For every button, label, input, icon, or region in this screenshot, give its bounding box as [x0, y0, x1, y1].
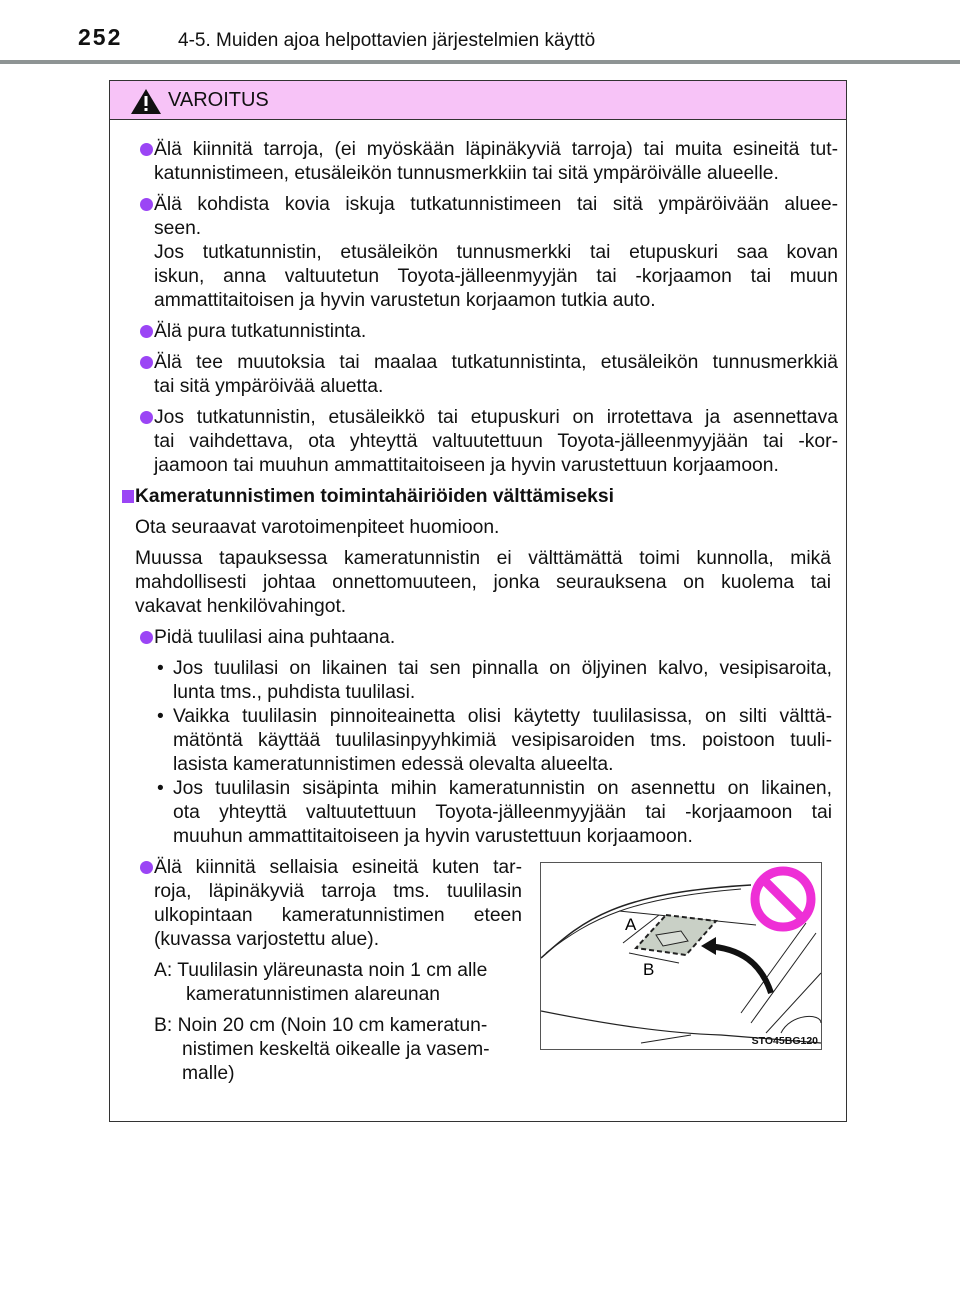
- windshield-drawing: [541, 863, 823, 1051]
- text-line: Pidä tuulilasi aina puhtaana.: [154, 627, 396, 648]
- para-block: [135, 516, 831, 540]
- text-line: vakavat henkilövahingot.: [135, 596, 347, 617]
- bullet-block: [154, 406, 838, 478]
- text-line: Jos tutkatunnistin, etusäleikön tunnusmerkki tai etupuskuri saa kovan: [154, 242, 838, 263]
- text-line: roja, läpinäkyviä tarroja tms. tuulilasin: [154, 881, 522, 902]
- text-line: seen.: [154, 218, 202, 239]
- heading-block: [135, 485, 835, 509]
- header-rule: [0, 60, 960, 64]
- bullet-block: [154, 351, 838, 399]
- text-line: lasista kameratunnistimen edessä olevalta alueelta.: [173, 754, 614, 775]
- bullet-dot-icon: [140, 143, 153, 156]
- text-line: Jos tuulilasin sisäpinta mihin kameratunnistin on asennettu on likainen,: [173, 778, 832, 799]
- text-line: Kameratunnistimen toimintahäiriöiden välttämiseksi: [135, 486, 614, 507]
- bullet-block: [154, 626, 838, 650]
- heading-square-icon: [122, 490, 134, 503]
- text-line: malle): [182, 1063, 235, 1084]
- sub-bullet-icon: •: [157, 706, 164, 727]
- page-number: 252: [78, 24, 123, 50]
- text-line: Vaikka tuulilasin pinnoiteainetta olisi käytetty tuulilasissa, on silti välttä-: [173, 706, 832, 727]
- text-line: Älä pura tutkatunnistinta.: [154, 321, 367, 342]
- sub-block: [157, 777, 832, 849]
- windshield-illustration: [540, 862, 822, 1050]
- text-line: iskun, anna valtuutetun Toyota-jälleenmyyjän tai -korjaamon tai muun: [154, 266, 838, 287]
- text-line: (kuvassa varjostettu alue).: [154, 929, 380, 950]
- text-line: Älä kiinnitä sellaisia esineitä kuten tar-: [154, 857, 522, 878]
- text-line: tai vaihdettava, ota yhteyttä valtuutettuun Toyota-jälleenmyyjään tai -kor-: [154, 431, 838, 452]
- text-line: Älä kiinnitä tarroja, (ei myöskään läpinäkyviä tarroja) tai muita esineitä tut-: [154, 139, 838, 160]
- bullet-dot-icon: [140, 861, 153, 874]
- figure-code: STO45BG120: [751, 1035, 818, 1047]
- labelA-block: [154, 959, 522, 1007]
- text-line: A: Tuulilasin yläreunasta noin 1 cm alle: [154, 960, 488, 981]
- text-line: mahdollisesti johtaa onnettomuuteen, jonka seurauksena on kuolema tai: [135, 572, 831, 593]
- sub-bullet-icon: •: [157, 778, 164, 799]
- text-line: ammattitaitoisen ja hyvin varustetun korjaamon tutkia auto.: [154, 290, 656, 311]
- section-title: 4-5. Muiden ajoa helpottavien järjestelmien käyttö: [178, 30, 596, 51]
- text-line: Muussa tapauksessa kameratunnistin ei välttämättä toimi kunnolla, mikä: [135, 548, 831, 569]
- text-line: lunta tms., puhdista tuulilasi.: [173, 682, 416, 703]
- bullet-dot-icon: [140, 198, 153, 211]
- bullet-block: [154, 320, 838, 344]
- text-line: Jos tutkatunnistin, etusäleikkö tai etupuskuri on irrotettava ja asennettava: [154, 407, 838, 428]
- warning-label: VAROITUS: [168, 89, 269, 111]
- text-line: Älä kohdista kovia iskuja tutkatunnistimeen tai sitä ympäröivään aluee-: [154, 194, 838, 215]
- text-line: B: Noin 20 cm (Noin 10 cm kameratun-: [154, 1015, 488, 1036]
- text-line: tai sitä ympäröivää aluetta.: [154, 376, 384, 397]
- figure-label-a: A: [625, 915, 637, 934]
- bullet-dot-icon: [140, 411, 153, 424]
- sub-bullet-icon: •: [157, 658, 164, 679]
- text-line: nistimen keskeltä oikealle ja vasem-: [182, 1039, 490, 1060]
- warning-triangle-icon: [130, 88, 162, 115]
- bullet-dot-icon: [140, 325, 153, 338]
- figure-label-b: B: [643, 960, 655, 979]
- text-line: ota yhteyttä valtuutettuun Toyota-jälleenmyyjään tai -korjaamoon tai: [173, 802, 832, 823]
- text-line: ulkopintaan kameratunnistimen eteen: [154, 905, 522, 926]
- bullet-block: [154, 138, 838, 186]
- text-line: Ota seuraavat varotoimenpiteet huomioon.: [135, 517, 500, 538]
- sub-block: [157, 657, 832, 705]
- text-line: muuhun ammattitaitoiseen ja hyvin varustettuun korjaamoon.: [173, 826, 693, 847]
- text-line: jaamoon tai muuhun ammattitaitoiseen ja hyvin varustettuun korjaamoon.: [154, 455, 779, 476]
- bullet-dot-icon: [140, 631, 153, 644]
- warning-header: [110, 81, 846, 120]
- text-line: Jos tuulilasi on likainen tai sen pinnalla on öljyinen kalvo, vesipisaroita,: [173, 658, 832, 679]
- text-line: mätöntä käyttää tuulilasinpyyhkimiä vesipisaroiden tms. poistoon tuuli-: [173, 730, 832, 751]
- narrow-block: [154, 856, 522, 952]
- labelB-block: [154, 1014, 522, 1086]
- bullet-dot-icon: [140, 356, 153, 369]
- sub-block: [157, 705, 832, 777]
- text-line: kameratunnistimen alareunan: [186, 984, 441, 1005]
- bullet-block: [154, 193, 838, 313]
- text-line: Älä tee muutoksia tai maalaa tutkatunnistinta, etusäleikön tunnusmerkkiä: [154, 352, 838, 373]
- text-line: katunnistimeen, etusäleikön tunnusmerkkiin tai sitä ympäröivälle alueelle.: [154, 163, 779, 184]
- para-block: [135, 547, 831, 619]
